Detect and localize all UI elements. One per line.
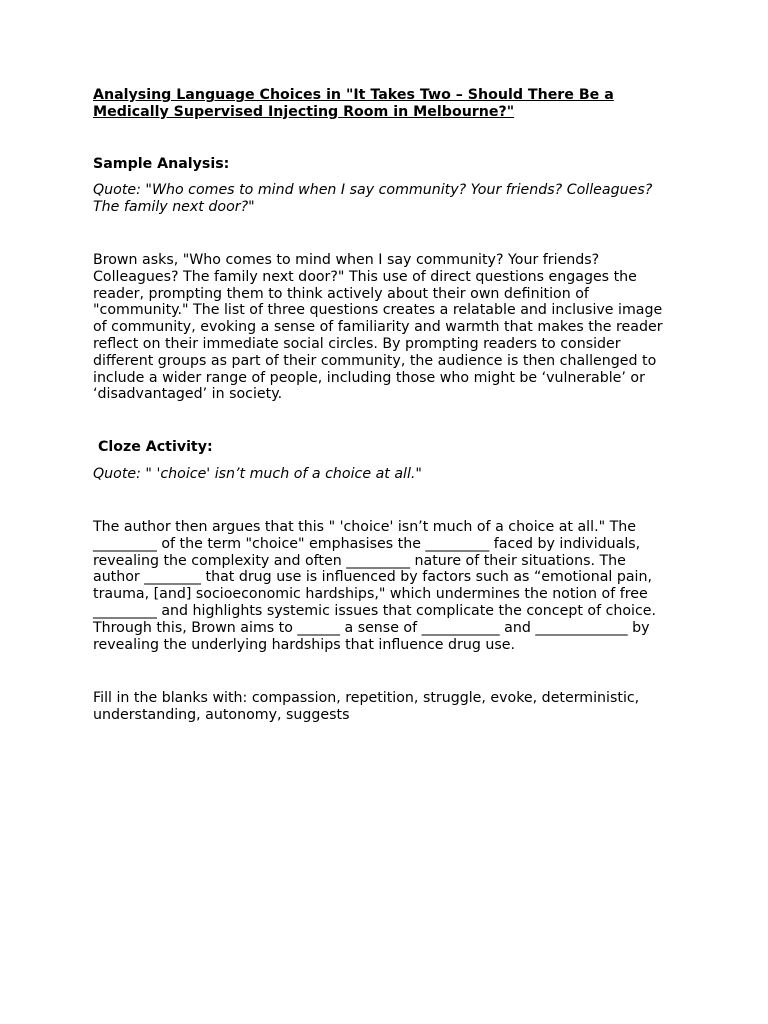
sample-analysis-paragraph: Brown asks, "Who comes to mind when I say community? Your friends? Colleagues? The family next door?" This use of direct questions engages the reader, prompting them to think actively about their own definition of "community." The list of three questions creates a relatable and inclusive image of community, evoking a sense of familiarity and warmth that makes the reader reflect on their immediate social circles. By prompting readers to consider different groups as part of their community, the audience is then challenged to include a wider range of people, including those who might be ‘vulnerable’ or ‘disadvantaged’ in society. [93, 252, 663, 403]
cloze-quote: Quote: " 'choice' isn’t much of a choice at all." [93, 466, 422, 482]
sample-analysis-heading: Sample Analysis: [93, 156, 230, 172]
sample-quote: Quote: "Who comes to mind when I say community? Your friends? Colleagues? The family next door?" [93, 182, 653, 215]
cloze-paragraph: The author then argues that this " 'choice' isn’t much of a choice at all." The _________ of the term "choice" emphasises the _________ faced by individuals, revealing the complexity and often _________ nature of their situations. The author ________ that drug use is influenced by factors such as “emotional pain, trauma, [and] socioeconomic hardships," which undermines the notion of free _________ and highlights systemic issues that complicate the concept of choice. Through this, Brown aims to ______ a sense of ___________ and _____________ by revealing the underlying hardships that influence drug use. [93, 519, 657, 653]
word-bank: Fill in the blanks with: compassion, repetition, struggle, evoke, deterministic, understanding, autonomy, suggests [93, 690, 640, 723]
document-title: Analysing Language Choices in "It Takes Two – Should There Be a Medically Supervised Injecting Room in Melbourne?" [93, 87, 614, 120]
cloze-activity-heading: Cloze Activity: [93, 439, 213, 455]
